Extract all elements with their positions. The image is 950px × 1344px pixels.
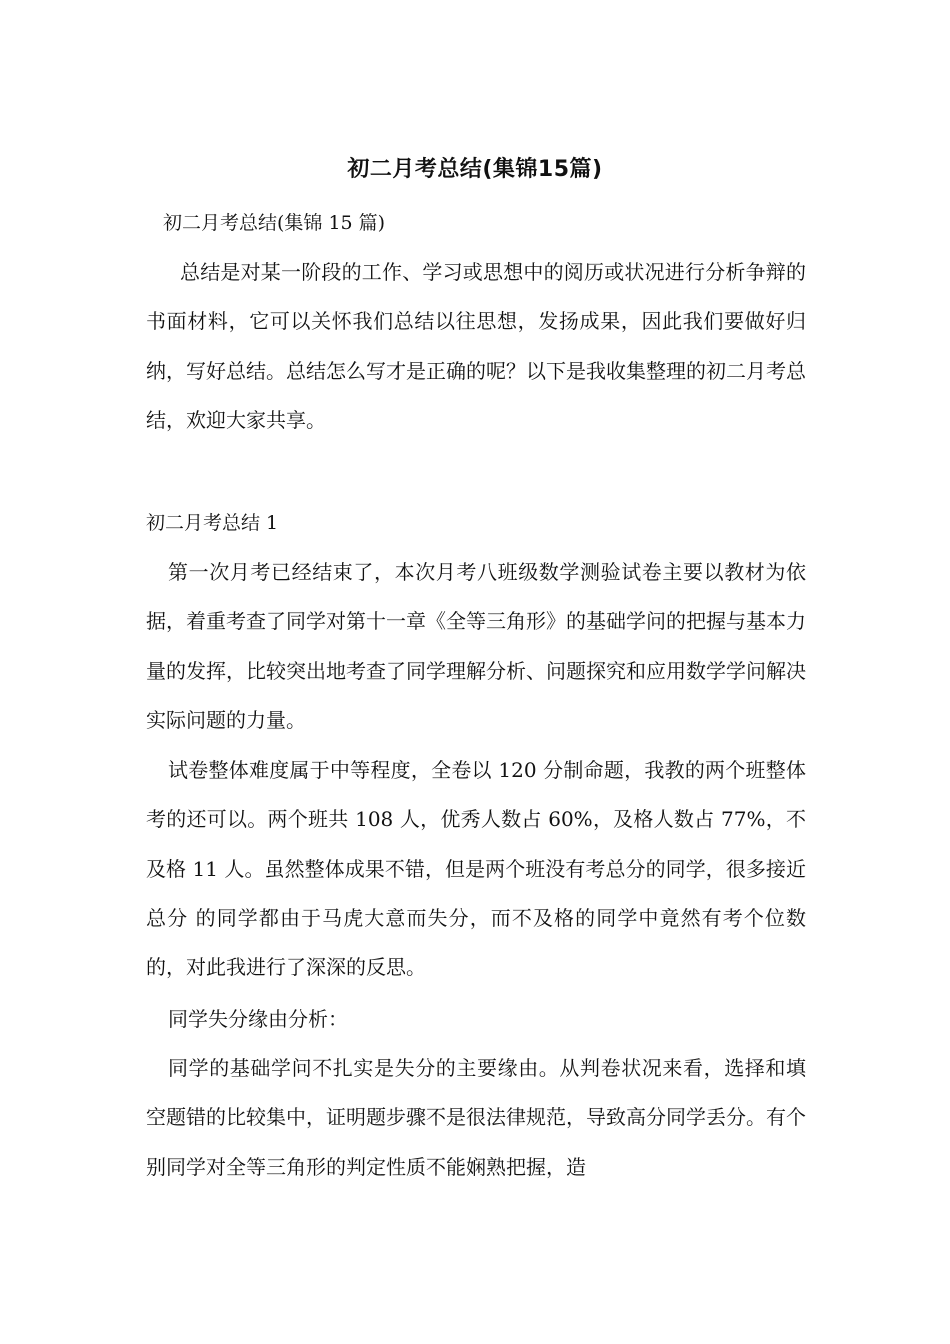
intro-paragraph: 总结是对某一阶段的工作、学习或思想中的阅历或状况进行分析争辩的书面材料，它可以关怀我们总结以往思想，发扬成果，因此我们要做好归纳，写好总结。总结怎么写才是正确的呢？以下是我收集整理的初二月考总结，欢迎大家共享。 <box>146 260 806 432</box>
body-paragraph: 试卷整体难度属于中等程度，全卷以 120 分制命题，我教的两个班整体考的还可以。两个班共 108 人，优秀人数占 60%，及格人数占 77%，不及格 11 人。虽然整体成果不错，但是两个班没有考总分的同学，很多接近总分 的同学都由于马虎大意而失分，而不及格的同学中竟然有考个位数的，对此我进行了深深的反思。 <box>146 758 806 980</box>
body-paragraph: 同学的基础学问不扎实是失分的主要缘由。从判卷状况来看，选择和填空题错的比较集中，证明题步骤不是很法律规范，导致高分同学丢分。有个别同学对全等三角形的判定性质不能娴熟把握，造 <box>146 1056 806 1179</box>
document-subtitle: 初二月考总结(集锦 15 篇) <box>163 212 386 234</box>
body-paragraph: 同学失分缘由分析： <box>168 1007 348 1031</box>
body-paragraph: 第一次月考已经结束了，本次月考八班级数学测验试卷主要以教材为依据，着重考查了同学对第十一章《全等三角形》的基础学问的把握与基本力量的发挥，比较突出地考查了同学理解分析、问题探究和应用数学学问解决实际问题的力量。 <box>146 560 806 732</box>
document-title: 初二月考总结(集锦15篇) <box>347 157 603 182</box>
section-heading: 初二月考总结 1 <box>146 512 279 534</box>
